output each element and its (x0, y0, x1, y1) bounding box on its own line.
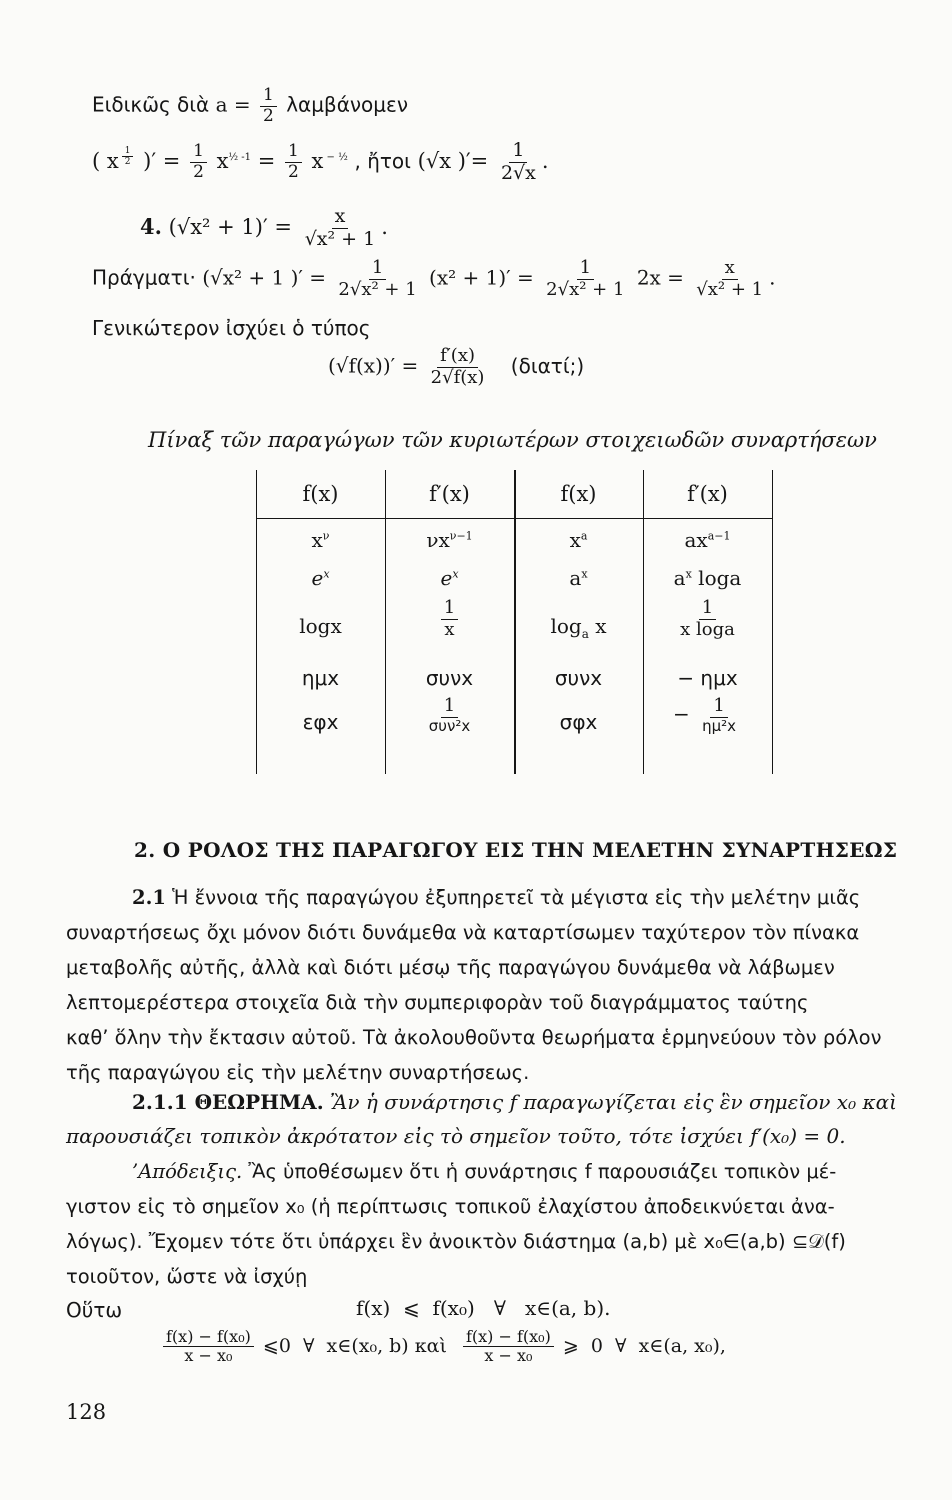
p1-line: τῆς παραγώγου εἰς τὴν μελέτην συναρτήσεως. (66, 1061, 530, 1084)
general-num: f′(x) (437, 346, 478, 368)
indeed-mid: (x² + 1)′ = (429, 265, 534, 290)
p1-line: λεπτομερέστερα στοιχεῖα διὰ τὴν συμπεριφορὰν τοῦ διαγράμματος ταύτης (66, 991, 809, 1014)
paragraph-2-1 (66, 880, 884, 1090)
inequality: f(x) ⩽ f(x₀) ∀ x∈(a, b). (356, 1296, 611, 1320)
indeed-frac-2 (543, 258, 627, 300)
general-text: Γενικώτερον ἰσχύει ὁ τύπος (92, 316, 371, 340)
quotient-2 (463, 1328, 554, 1366)
p1-line: μεταβολῆς αὐτῆς, ἀλλὰ καὶ διότι μέσῳ τῆς παραγώγου δυνάμεθα νὰ λάβωμεν (66, 956, 835, 979)
general-formula (328, 346, 584, 388)
table-cell: σφx (559, 710, 598, 734)
item-4-fraction (302, 206, 379, 251)
table-cell: συνx (554, 666, 603, 690)
table-cell: $ax^{a-1}$ (684, 528, 731, 552)
power-minus-half: $x^{\frac{1}{2} -1}$ = (216, 148, 276, 173)
theorem-line-2: παρουσιάζει τοπικὸν ἀκρότατον εἰς τὸ σημεῖον τοῦτο, τότε ἰσχύει f′(x₀) = 0. (66, 1124, 846, 1148)
table-cell: $x^\nu$ (311, 528, 330, 552)
proof-line: Ἂς ὑποθέσωμεν ὅτι ἡ συνάρτησις f παρουσιάζει τοπικὸν μέ- (248, 1160, 837, 1183)
table-cell: − 1 ημ²x (672, 695, 737, 735)
general-line (92, 316, 370, 340)
table-header-dfx-1: f′(x) (429, 482, 470, 506)
proof-line: γιστον εἰς τὸ σημεῖον x₀ (ἡ περίπτωσις τοπικοῦ ἐλαχίστου ἀποδεικνύεται ἀνα- (66, 1195, 835, 1218)
table-cell: $a^x$ loga (673, 566, 742, 590)
item-4-line: 4. (√x² + 1)′ = $\frac{x}{\text{√x² + 1}}$ . (140, 205, 388, 250)
general-why: (διατί;) (510, 353, 585, 378)
indeed-f2-den: 2√x² + 1 (546, 278, 625, 300)
table-header-fx-1: f(x) (302, 482, 339, 506)
half-fraction (260, 86, 277, 126)
table-cell: $\frac{1}{\text{x loga}}$ (680, 597, 735, 640)
indeed-lhs: (√x² + 1 )′ = (202, 265, 327, 290)
proof-line: λόγως). Ἔχομεν τότε ὅτι ὑπάρχει ἓν ἀνοικτὸν διάστημα (a,b) μὲ x₀∈(a,b) ⊆𝒟(f) (66, 1230, 846, 1253)
item-4-label: 4. (140, 213, 162, 239)
indeed-f3-num: x (722, 258, 738, 280)
hetoi-text: , ἤτοι (354, 148, 411, 173)
coef-1: $\frac{1}{2}$ (190, 142, 207, 182)
q1-num: f(x) − f(x₀) (163, 1328, 254, 1347)
proof-label: ’Απόδειξις. (132, 1160, 243, 1183)
table-cell: $\nu x^{\nu-1}$ (426, 528, 473, 552)
q2-rest: ⩾ 0 ∀ x∈(a, x₀), (562, 1334, 726, 1357)
sqrt-prime: (√x )′= (417, 148, 489, 173)
quotient-line (160, 1328, 726, 1366)
table-cell: − ημx (677, 666, 738, 690)
sqrt-result-den: 2√x (500, 161, 536, 184)
general-lhs: (√f(x))′ = (328, 353, 419, 378)
table-cell: εφx (302, 710, 339, 734)
indeed-line: Πράγματι· (√x² + 1 )′ = $\frac{1}{\text{2√x² + 1}}$ (x² + 1)′ = $\frac{1}{\text{2√x² + 1}}$ 2x = $\frac{x}{\text{√x² + 1}}$ . (92, 257, 776, 300)
proof-paragraph (66, 1154, 884, 1294)
q2-den: x − x₀ (484, 1346, 533, 1366)
quotient-1 (163, 1328, 254, 1366)
q2-num: f(x) − f(x₀) (463, 1328, 554, 1347)
special-text: Ειδικῶς διὰ (92, 92, 210, 117)
q1-den: x − x₀ (184, 1346, 233, 1366)
table-cell: $e^x$ (440, 566, 459, 590)
p1-line: Ἡ ἔννοια τῆς παραγώγου ἐξυπηρετεῖ τὰ μέγιστα εἰς τὴν μελέτην μιᾶς (172, 886, 861, 909)
we-take-text: λαμβάνομεν (286, 92, 408, 117)
p1-line: συναρτήσεως ὄχι μόνον διότι δυνάμεθα νὰ καταρτίσωμεν ταχύτερον τὸν πίνακα (66, 921, 860, 944)
coef-2: $\frac{1}{2}$ (285, 142, 302, 182)
sqrt-derivative-line: ( x $^{\frac{1}{2}}$ )′ = $\frac{1}{2}$ $x^{\frac{1}{2} -1}$ = $\frac{1}{2}$ x $^{- \frac{1}{2}}$ , ἤτοι (√x )′= $\frac{1}{2√x}$ . (92, 139, 549, 184)
section-heading: 2. Ο ΡΟΛΟΣ ΤΗΣ ΠΑΡΑΓΩΓΟΥ ΕΙΣ ΤΗΝ ΜΕΛΕΤΗΝ ΣΥΝΑΡΤΗΣΕΩΣ (134, 838, 898, 862)
table-header-dfx-2: f′(x) (687, 482, 728, 506)
q1-rest: ⩽0 ∀ x∈(x₀, b) καὶ (262, 1334, 447, 1357)
table-cell: ημx (301, 666, 340, 690)
table-cell: $a^x$ (569, 566, 588, 590)
indeed-f3-den: √x² + 1 (696, 278, 764, 300)
sqrt-result-num: 1 (509, 140, 527, 163)
indeed-frac-3 (693, 258, 766, 300)
indeed-frac-1 (335, 258, 419, 300)
p1-number: 2.1 (132, 886, 166, 909)
table-header-fx-2: f(x) (560, 482, 597, 506)
power-neg-half: x $^{- \frac{1}{2}}$ (311, 148, 348, 173)
table-title: Πίναξ τῶν παραγώγων τῶν κυριωτέρων στοιχειωδῶν συναρτήσεων (148, 428, 877, 452)
theorem-number: 2.1.1 ΘΕΩΡΗΜΑ. (132, 1090, 324, 1114)
special-case-line (92, 86, 408, 126)
thus-word: Οὕτω (66, 1298, 123, 1322)
table-cell: συνx (425, 666, 474, 690)
page-number: 128 (66, 1400, 107, 1424)
item-4-lhs: (√x² + 1)′ = (168, 214, 292, 239)
indeed-f2-num: 1 (577, 258, 594, 280)
table-cell: $\log_a x$ (550, 614, 607, 641)
half-den: 2 (263, 105, 274, 126)
table-cell: logx (299, 614, 342, 638)
theorem-text-1: Ἂν ἡ συνάρτησις f παραγωγίζεται εἰς ἓν σημεῖον x₀ καὶ (330, 1090, 897, 1114)
indeed-label: Πράγματι· (92, 265, 196, 290)
half-num: 1 (260, 86, 277, 107)
general-den: 2√f(x) (430, 366, 485, 388)
item-4-num: x (332, 206, 349, 229)
theorem-line-1 (132, 1090, 897, 1114)
table-cell: 1 συν²x (428, 695, 471, 735)
item-4-den: √x² + 1 (304, 227, 376, 250)
p1-line: καθ’ ὅλην τὴν ἔκτασιν αὐτοῦ. Τὰ ἀκολουθοῦντα θεωρήματα ἑρμηνεύουν τὸν ρόλον (66, 1026, 882, 1049)
indeed-f1-den: 2√x² + 1 (338, 278, 417, 300)
sqrt-result-fraction (498, 140, 539, 185)
table-cell: $e^x$ (311, 566, 330, 590)
table-cell: $x^a$ (569, 528, 588, 552)
general-fraction (428, 346, 488, 388)
a-equals: a = (215, 92, 251, 117)
table-cell: $\frac{1}{x}$ (385, 598, 514, 640)
indeed-2x: 2x = (636, 265, 684, 290)
power-half-expr: ( x $^{\frac{1}{2}}$ )′ = (92, 146, 181, 173)
derivatives-table (256, 470, 772, 774)
indeed-f1-num: 1 (369, 258, 386, 280)
proof-line: τοιοῦτον, ὥστε νὰ ἰσχύῃ (66, 1265, 308, 1288)
